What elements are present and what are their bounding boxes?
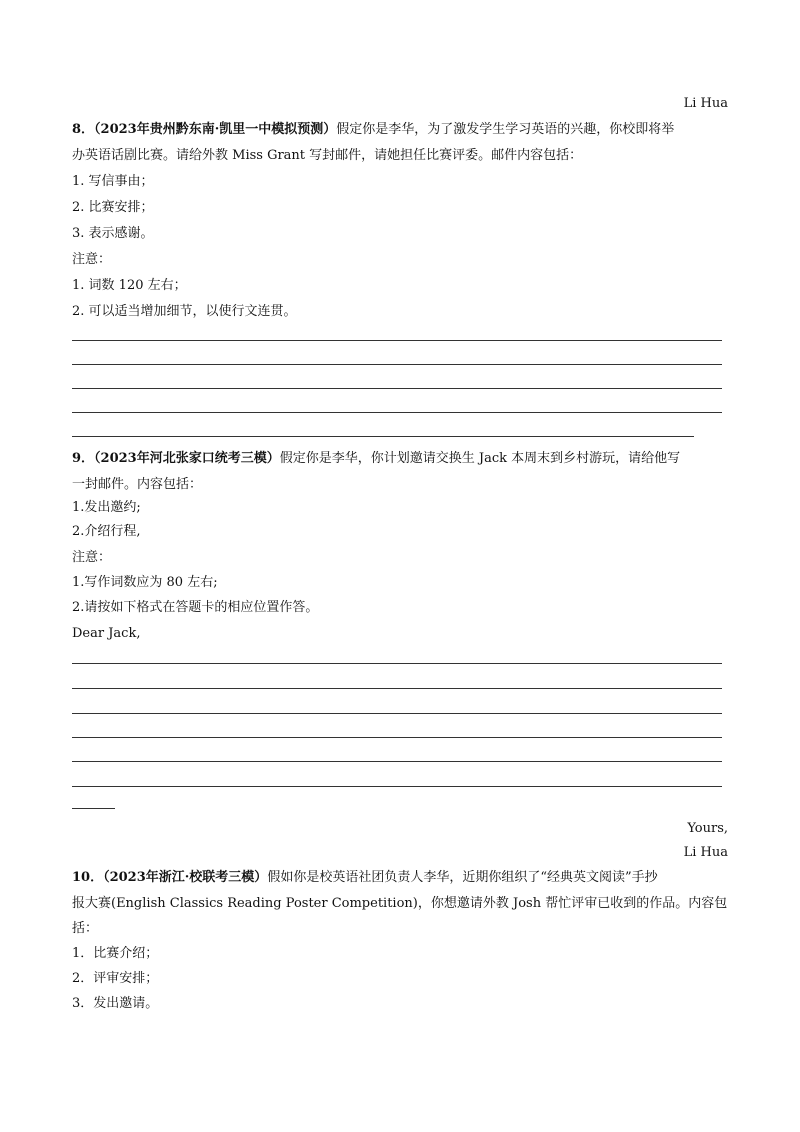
q9-closing: Yours, — [687, 821, 728, 836]
q9-text-line1: 假定你是李华，你计划邀请交换生 Jack 本周末到乡村游玩，请给他写 — [279, 451, 681, 466]
q10-item-2: 2．评审安排； — [72, 971, 159, 986]
q9-item-2: 2.介绍行程, — [72, 524, 141, 539]
q9-answer-line-2[interactable] — [72, 688, 722, 689]
q9-note-1: 1.写作词数应为 80 左右; — [72, 575, 218, 590]
q8-item-2: 2. 比赛安排； — [72, 200, 154, 215]
q10-item-1: 1．比赛介绍； — [72, 946, 159, 961]
q8-answer-line-1[interactable] — [72, 340, 722, 341]
q9-answer-line-5[interactable] — [72, 761, 722, 762]
q9-answer-line-1[interactable] — [72, 663, 722, 664]
q8-prompt-line2: 办英语话剧比赛。请给外教 Miss Grant 写封邮件，请她担任比赛评委。邮件内容包括： — [72, 148, 583, 163]
q10-prompt-line2: 报大赛(English Classics Reading Poster Competition)，你想邀请外教 Josh 帮忙评审已收到的作品。内容包 — [72, 896, 728, 911]
q8-note-1: 1. 词数 120 左右； — [72, 278, 187, 293]
q10-prompt-line3: 括： — [72, 921, 99, 936]
q10-number: 10． — [72, 870, 104, 885]
q10-text-line1: 假如你是校英语社团负责人李华，近期你组织了“经典英文阅读”手抄 — [267, 870, 658, 885]
q8-answer-line-2[interactable] — [72, 364, 722, 365]
q8-item-1: 1. 写信事由； — [72, 174, 154, 189]
q8-item-3: 3. 表示感谢。 — [72, 226, 154, 241]
q8-answer-line-4[interactable] — [72, 412, 722, 413]
q9-answer-line-3[interactable] — [72, 713, 722, 714]
q10-prompt-line1 — [72, 870, 658, 886]
top-signature: Li Hua — [683, 96, 728, 111]
q8-number: 8． — [72, 122, 95, 137]
q9-number: 9． — [72, 451, 95, 466]
q8-note-label: 注意： — [72, 252, 112, 267]
q9-prompt-line2: 一封邮件。内容包括： — [72, 477, 203, 492]
q9-answer-line-4[interactable] — [72, 737, 722, 738]
q8-answer-line-5[interactable] — [72, 436, 694, 437]
q9-answer-line-6[interactable] — [72, 786, 722, 787]
q8-answer-line-3[interactable] — [72, 388, 722, 389]
q9-prompt-line1 — [72, 451, 680, 467]
q8-note-2: 2. 可以适当增加细节，以使行文连贯。 — [72, 304, 297, 319]
q9-note-label: 注意： — [72, 550, 112, 565]
q9-item-1: 1.发出邀约; — [72, 500, 141, 515]
q9-note-2: 2.请按如下格式在答题卡的相应位置作答。 — [72, 600, 319, 615]
q8-text-line1: 假定你是李华，为了激发学生学习英语的兴趣，你校即将举 — [336, 122, 675, 137]
q9-source: （2023年河北张家口统考三模） — [94, 451, 280, 466]
q8-prompt-line1 — [72, 122, 674, 138]
q9-greeting: Dear Jack, — [72, 626, 141, 641]
q9-signature: Li Hua — [683, 845, 728, 860]
q8-source: （2023年贵州黔东南·凯里一中模拟预测） — [94, 122, 337, 137]
q9-answer-line-7[interactable] — [72, 808, 115, 809]
q10-source: （2023年浙江·校联考三模） — [103, 870, 268, 885]
q10-item-3: 3．发出邀请。 — [72, 996, 159, 1011]
